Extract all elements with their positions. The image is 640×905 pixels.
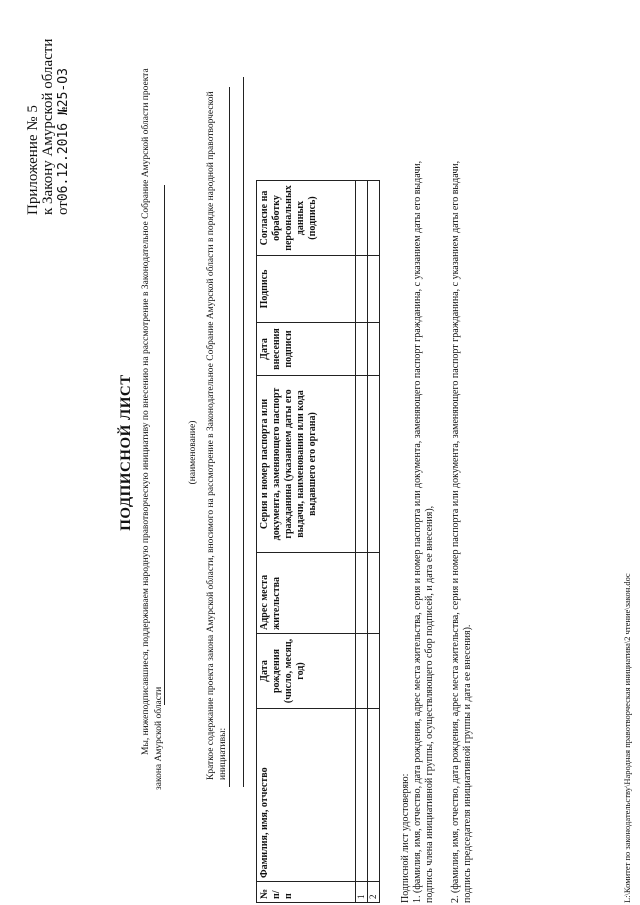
certification-item-1: 1. (фамилия, имя, отчество, дата рождения, адрес места жительства, серия и номер паспорта или документа, заменяющего паспорт гражданина, с указанием даты его выдачи, подпись члена инициативной группы, осуществляющего сбор подписей, и дата ее внесения), [412,160,435,903]
table-row [368,181,380,903]
column-header: Фамилия, имя, отчество [257,709,356,882]
annex-date-prefix: от [55,201,71,215]
intro-text-2: закона Амурской области [154,686,164,790]
table-cell [356,634,368,709]
intro-text: Мы, нижеподписавшиеся, поддерживаем народную правотворческую инициативу по внесению на рассмотрение в Законодательное Собрание Амурской области проекта [141,68,151,755]
title-fill-line [164,185,165,705]
file-path-footer: L:\Комитет по законодательству\Народная правотворческая инициатива\2 чтение\закон.doc [622,573,632,903]
summary-text-2: инициативы: [218,727,228,780]
summary-fill-line [229,87,230,787]
annex-date: 06.12.2016 №25-ОЗ [56,68,71,202]
column-header: Согласие на обработку персональных данных (подпись) [257,181,356,256]
table-cell [356,323,368,376]
table-cell [356,376,368,553]
row-number: 2 [368,882,380,903]
column-header: Дата рождения (число, месяц, год) [257,634,356,709]
annex-block [26,5,71,215]
annex-law: к Закону Амурской области [40,38,56,215]
summary-text: Краткое содержание проекта закона Амурской области, вносимого на рассмотрение в Законодательное Собрание Амурской области в порядке народной правотворческой [206,91,216,780]
table-cell [356,181,368,256]
naimenovanie-caption: (наименование) [188,420,198,485]
column-header: Подпись [257,256,356,323]
summary-fill-line [243,77,244,787]
table-cell [368,709,380,882]
page-title: ПОДПИСНОЙ ЛИСТ [118,374,134,531]
table-row [356,181,368,903]
table-cell [368,323,380,376]
table-header-row [257,181,356,903]
column-header: Адрес места жительства [257,553,356,634]
annex-number: Приложение № 5 [25,105,41,215]
table-cell [368,553,380,634]
certification-block [400,133,488,903]
signature-table [256,180,380,903]
certification-item-2: 2. (фамилия, имя, отчество, дата рождения, адрес места жительства, серия и номер паспорта или документа, заменяющего паспорт гражданина, с указанием даты его выдачи, подпись председателя инициативной группы и дата ее внесения). [450,160,473,903]
table-cell [356,256,368,323]
certification-heading: Подписной лист удостоверяю: [400,773,411,903]
column-header: Серия и номер паспорта или документа, заменяющего паспорт гражданина (указанием даты его выдачи, наименования или кода выдавшего его органа) [257,376,356,553]
table-cell [356,553,368,634]
table-cell [368,256,380,323]
table-cell [368,376,380,553]
table-cell [356,709,368,882]
column-header: Дата внесения подписи [257,323,356,376]
column-header: № п/п [257,882,356,903]
row-number: 1 [356,882,368,903]
table-cell [368,181,380,256]
table-cell [368,634,380,709]
annex-date-line [56,5,71,215]
